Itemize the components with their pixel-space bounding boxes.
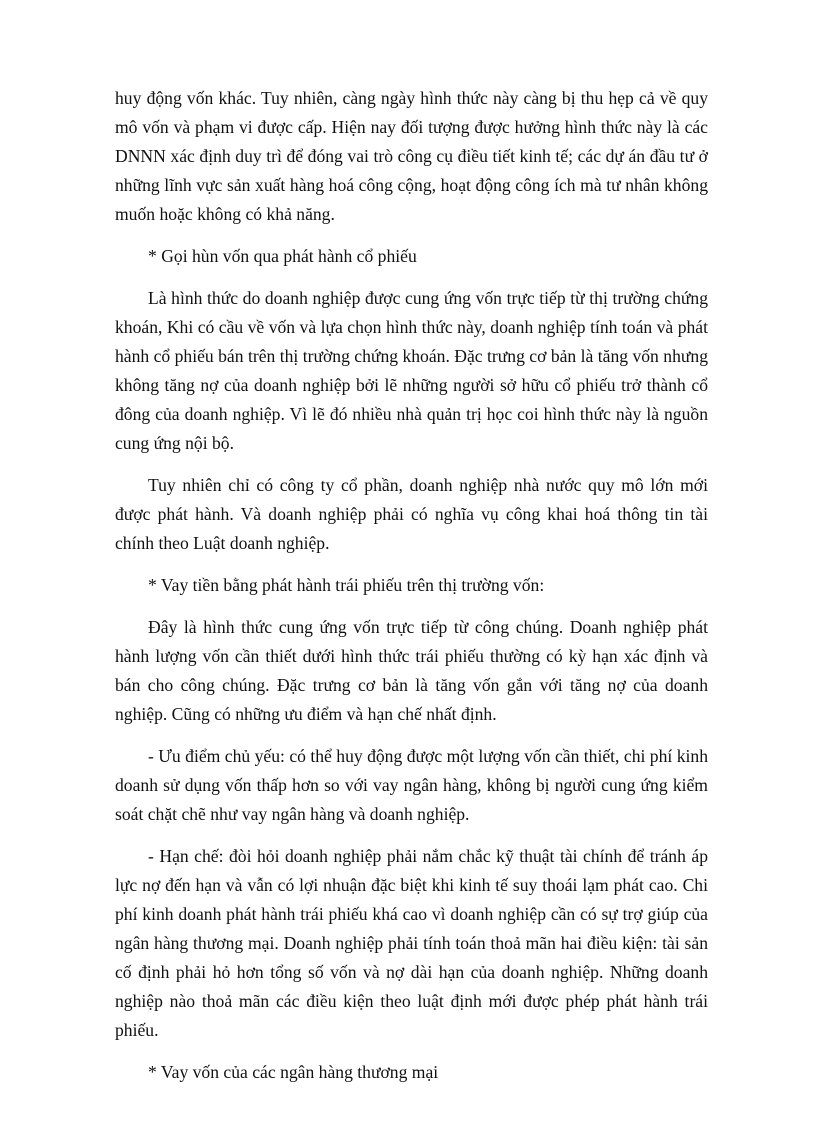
heading-share-issuance: * Gọi hùn vốn qua phát hành cổ phiếu [148, 246, 417, 266]
document-page [115, 84, 708, 1100]
paragraph-bond-issuance-definition: Đây là hình thức cung ứng vốn trực tiếp từ công chúng. Doanh nghiệp phát hành lượng vốn cần thiết dưới hình thức trái phiếu thường có kỳ hạn xác định và bán cho công chúng. Đặc trưng cơ bản là tăng vốn gắn với tăng nợ của doanh nghiệp. Cũng có những ưu điểm và hạn chế nhất định. [115, 617, 708, 724]
paragraph-state-funding-continued: huy động vốn khác. Tuy nhiên, càng ngày hình thức này càng bị thu hẹp cả về quy mô vốn và phạm vi được cấp. Hiện nay đối tượng được hưởng hình thức này là các DNNN xác định duy trì để đóng vai trò công cụ điều tiết kinh tế; các dự án đầu tư ở những lĩnh vực sản xuất hàng hoá công cộng, hoạt động công ích mà tư nhân không muốn hoặc không có khả năng. [115, 88, 708, 224]
heading-commercial-bank-loans: * Vay vốn của các ngân hàng thương mại [148, 1062, 439, 1082]
heading-bond-issuance: * Vay tiền bằng phát hành trái phiếu trên thị trường vốn: [148, 575, 545, 595]
paragraph-share-issuance-eligibility: Tuy nhiên chỉ có công ty cổ phần, doanh nghiệp nhà nước quy mô lớn mới được phát hành. Và doanh nghiệp phải có nghĩa vụ công khai hoá thông tin tài chính theo Luật doanh nghiệp. [115, 475, 708, 553]
paragraph-share-issuance-definition: Là hình thức do doanh nghiệp được cung ứng vốn trực tiếp từ thị trường chứng khoán, Khi có cầu về vốn và lựa chọn hình thức này, doanh nghiệp tính toán và phát hành cổ phiếu bán trên thị trường chứng khoán. Đặc trưng cơ bản là tăng vốn nhưng không tăng nợ của doanh nghiệp bởi lẽ những người sở hữu cổ phiếu trở thành cổ đông của doanh nghiệp. Vì lẽ đó nhiều nhà quản trị học coi hình thức này là nguồn cung ứng nội bộ. [115, 288, 708, 453]
paragraph-bond-advantages: - Ưu điểm chủ yếu: có thể huy động được một lượng vốn cần thiết, chi phí kinh doanh sử dụng vốn thấp hơn so với vay ngân hàng, không bị người cung ứng kiểm soát chặt chẽ như vay ngân hàng và doanh nghiệp. [115, 746, 708, 824]
paragraph-bond-limitations: - Hạn chế: đòi hỏi doanh nghiệp phải nắm chắc kỹ thuật tài chính để tránh áp lực nợ đến hạn và vẫn có lợi nhuận đặc biệt khi kinh tế suy thoái lạm phát cao. Chi phí kinh doanh phát hành trái phiếu khá cao vì doanh nghiệp cần có sự trợ giúp của ngân hàng thương mại. Doanh nghiệp phải tính toán thoả mãn hai điều kiện: tài sản cố định phải hỏ hơn tổng số vốn và nợ dài hạn của doanh nghiệp. Những doanh nghiệp nào thoả mãn các điều kiện theo luật định mới được phép phát hành trái phiếu. [115, 846, 708, 1040]
